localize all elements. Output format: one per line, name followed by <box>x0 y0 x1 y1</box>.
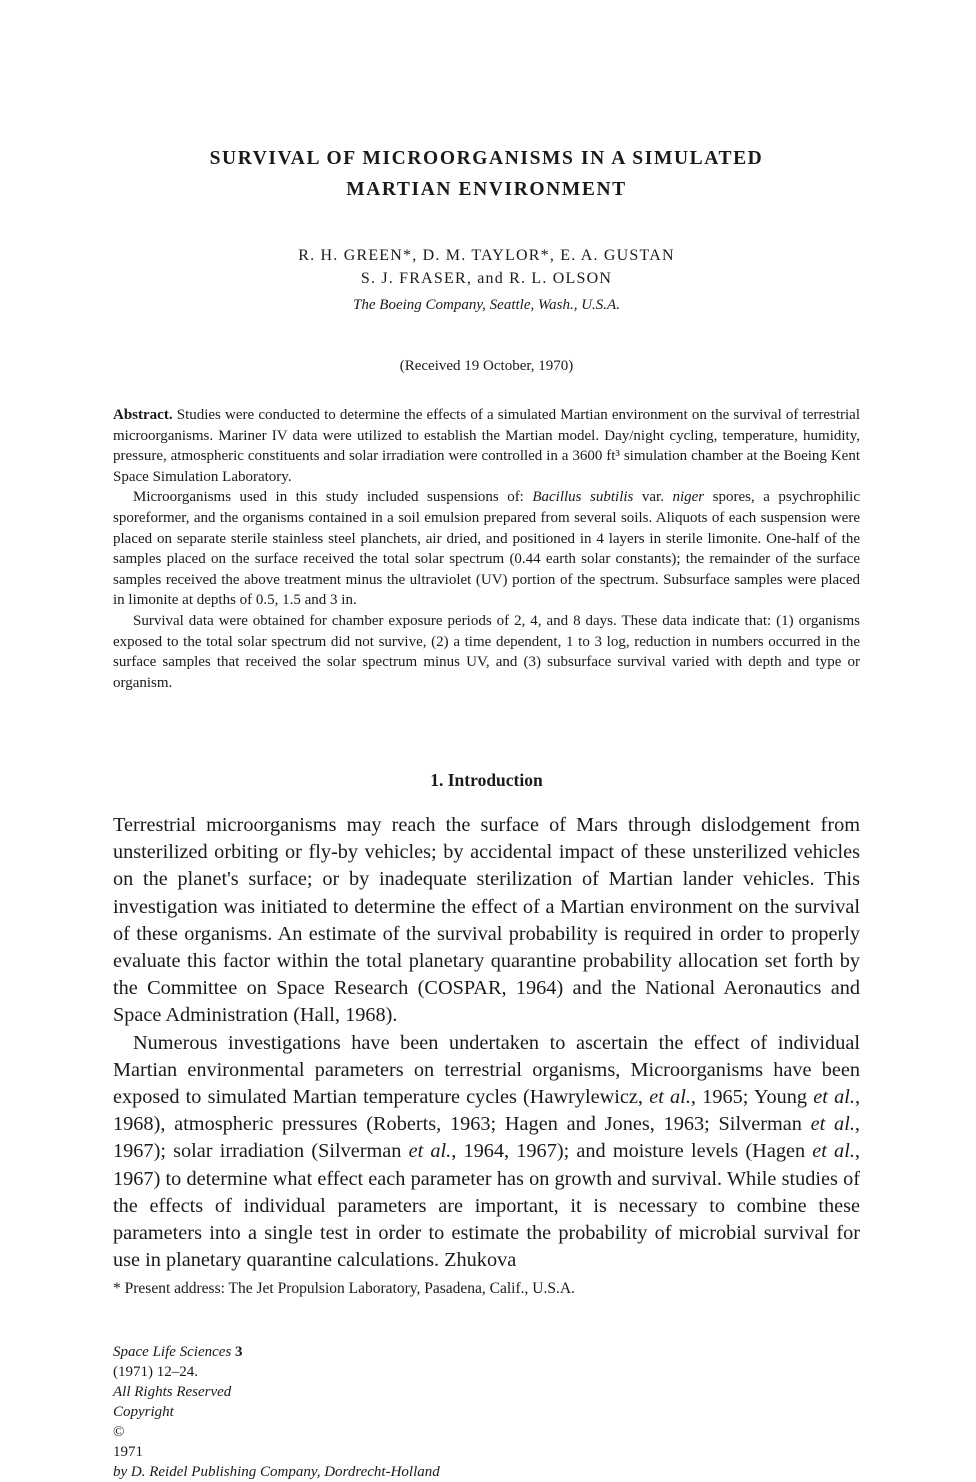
journal-line-2 <box>113 1402 860 1482</box>
citation-etal: et al. <box>408 1140 452 1163</box>
citation-etal: et al. <box>649 1086 691 1109</box>
publisher: by D. Reidel Publishing Company, Dordrecht-Holland <box>113 1464 440 1480</box>
title-line-2: MARTIAN ENVIRONMENT <box>346 179 627 200</box>
body-text-2f: , 1967) to determine what effect each parameter has on growth and survival. While studies of the effects of individual parameters are important, it is necessary to combine these parameters into a single test in order to estimate the probability of microbial survival for use in planetary quarantine calculations. Zhukova <box>113 1140 860 1272</box>
citation-etal: et al. <box>810 1113 855 1136</box>
paper-page <box>113 0 861 1480</box>
copyright-symbol: © <box>113 1424 125 1440</box>
journal-citation <box>113 1342 860 1482</box>
abstract-paragraph-3: Survival data were obtained for chamber exposure periods of 2, 4, and 8 days. These data indicate that: (1) organisms exposed to the total solar spectrum did not survive, (2) a time dependent, 1 to 3 log, reduction in numbers occurred in the surface samples that received the solar spectrum minus UV, and (3) subsurface survival varied with depth and type or organism. <box>113 612 860 691</box>
copyright-year: 1971 <box>113 1444 143 1460</box>
abstract-paragraph-2 <box>113 487 860 611</box>
authors-line-2: S. J. FRASER, and R. L. OLSON <box>360 270 613 287</box>
authors-line-1: R. H. GREEN*, D. M. TAYLOR*, E. A. GUSTAN <box>298 247 675 264</box>
journal-rights: All Rights Reserved <box>113 1384 232 1400</box>
abstract-text-2b: var. <box>633 489 673 506</box>
abstract-text-1: Studies were conducted to determine the effects of a simulated Martian environment on the survival of terrestrial microorganisms. Mariner IV data were utilized to establish the Martian model. Day/night cycling, temperature, humidity, pressure, atmospheric constituents and solar irradiation were controlled in a 3600 ft³ simulation chamber at the Boeing Kent Space Simulation Laboratory. <box>113 407 860 485</box>
body-text-2c: , 1968), atmospheric pressures (Roberts, 1963; Hagen and Jones, 1963; Silverman <box>113 1086 861 1136</box>
citation-etal: et al. <box>812 1140 855 1163</box>
abstract-text-2a: Microorganisms used in this study included suspensions of: <box>133 489 533 506</box>
body-text-2b: , 1965; Young <box>690 1086 814 1109</box>
received-date: (Received 19 October, 1970) <box>399 358 574 374</box>
title-line-1: SURVIVAL OF MICROORGANISMS IN A SIMULATED <box>209 148 764 169</box>
body-text-2a: Numerous investigations have been undertaken to ascertain the effect of individual Martian environmental parameters on terrestrial organisms, Microorganisms have been exposed to simulated Martian temperature cycles (Hawrylewicz, <box>113 1031 860 1109</box>
journal-name: Space Life Sciences <box>113 1344 232 1360</box>
body-text-2e: , 1964, 1967); and moisture levels (Hagen <box>451 1140 813 1163</box>
body-paragraph-2 <box>113 1030 860 1275</box>
author-list <box>113 244 860 290</box>
section-heading-introduction: 1. Introduction <box>430 770 543 790</box>
abstract <box>113 405 860 693</box>
species-name: Bacillus subtilis <box>532 489 634 506</box>
citation-etal: et al. <box>813 1086 855 1109</box>
abstract-text-2c: spores, a psychrophilic sporeformer, and the organisms contained in a soil emulsion prepared from several soils. Aliquots of each suspension were placed on separate sterile stainless steel planchets, air dried, and positioned in 4 layers in sterile limonite. One-half of the samples placed on the surface received the total solar spectrum (0.44 earth solar constants); the remainder of the surface samples received the above treatment minus the ultraviolet (UV) portion of the spectrum. Subsurface samples were placed in limonite at depths of 0.5, 1.5 and 3 in. <box>113 489 861 609</box>
abstract-paragraph-1 <box>113 405 860 487</box>
journal-issue: (1971) 12–24. <box>113 1364 198 1380</box>
variety-name: niger <box>672 489 705 506</box>
body-text-2d: , 1967); solar irradiation (Silverman <box>113 1113 860 1163</box>
introduction-body <box>113 812 860 1274</box>
journal-volume: 3 <box>231 1344 243 1360</box>
copyright-label: Copyright <box>113 1404 174 1420</box>
body-paragraph-1: Terrestrial microorganisms may reach the surface of Mars through dislodgement from unsterilized orbiting or fly-by vehicles; by accidental impact of these unsterilized vehicles on the planet's surface; or by inadequate sterilization of Martian lander vehicles. This investigation was initiated to determine the effect of a Martian environment on the survival of these organisms. An estimate of the survival probability is required in order to properly evaluate this factor within the total planetary quarantine probability allocation set forth by the Committee on Space Research (COSPAR, 1964) and the National Aeronautics and Space Administration (Hall, 1968). <box>113 814 860 1027</box>
paper-title <box>113 143 860 205</box>
affiliation: The Boeing Company, Seattle, Wash., U.S.A. <box>353 297 620 313</box>
abstract-label: Abstract. <box>113 407 173 423</box>
footnote: * Present address: The Jet Propulsion Laboratory, Pasadena, Calif., U.S.A. <box>113 1280 575 1297</box>
journal-line-1 <box>113 1342 860 1402</box>
